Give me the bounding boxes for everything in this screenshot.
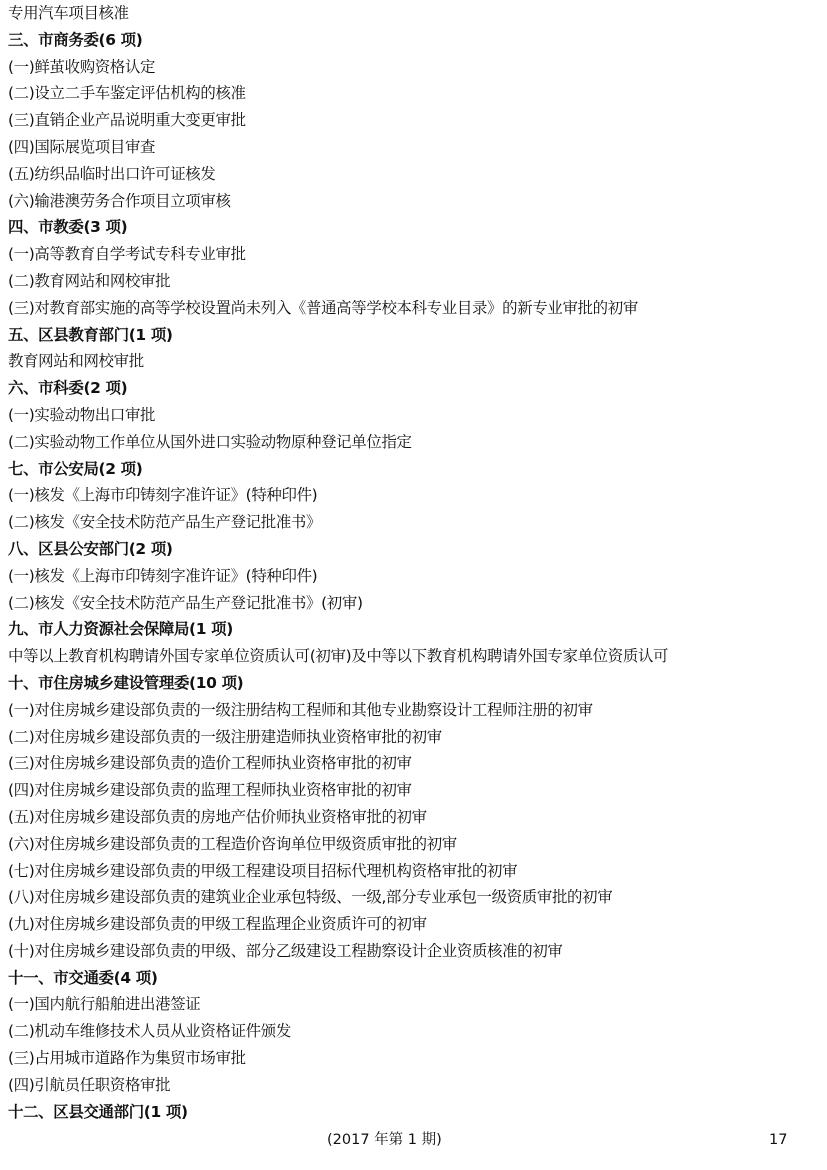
section-heading: 四、市教委(3 项) [8, 218, 128, 237]
list-item: (三)对教育部实施的高等学校设置尚未列入《普通高等学校本科专业目录》的新专业审批的初审 [8, 298, 638, 317]
issue-label: (2017 年第 1 期) [327, 1132, 442, 1148]
section-heading: 十、市住房城乡建设管理委(10 项) [8, 673, 244, 692]
list-item: (五)对住房城乡建设部负责的房地产估价师执业资格审批的初审 [8, 807, 427, 826]
list-item: (八)对住房城乡建设部负责的建筑业企业承包特级、一级,部分专业承包一级资质审批的初审 [8, 888, 613, 907]
list-item: (二)核发《安全技术防范产品生产登记批准书》 [8, 513, 322, 532]
list-item: 专用汽车项目核准 [8, 4, 129, 22]
list-item: (一)国内航行船舶进出港签证 [8, 995, 201, 1014]
list-item: (三)直销企业产品说明重大变更审批 [8, 111, 246, 130]
section-heading: 七、市公安局(2 项) [8, 459, 143, 478]
list-item: (二)核发《安全技术防范产品生产登记批准书》(初审) [8, 593, 363, 612]
list-item: (六)输港澳劳务合作项目立项审核 [8, 191, 231, 210]
document-body [8, 0, 823, 1125]
list-item: (四)引航员任职资格审批 [8, 1075, 171, 1094]
list-item: (三)对住房城乡建设部负责的造价工程师执业资格审批的初审 [8, 754, 412, 773]
section-heading: 五、区县教育部门(1 项) [8, 325, 173, 344]
list-item: (一)鲜茧收购资格认定 [8, 57, 156, 76]
section-heading: 十一、市交通委(4 项) [8, 968, 158, 987]
list-item: (二)对住房城乡建设部负责的一级注册建造师执业资格审批的初审 [8, 727, 442, 746]
list-item: (六)对住房城乡建设部负责的工程造价咨询单位甲级资质审批的初审 [8, 834, 457, 853]
list-item: (一)核发《上海市印铸刻字准许证》(特种印件) [8, 486, 318, 505]
list-item: (二)实验动物工作单位从国外进口实验动物原种登记单位指定 [8, 432, 412, 451]
section-heading: 九、市人力资源社会保障局(1 项) [8, 620, 233, 639]
list-item: (一)核发《上海市印铸刻字准许证》(特种印件) [8, 566, 318, 585]
list-item: (一)对住房城乡建设部负责的一级注册结构工程师和其他专业勘察设计工程师注册的初审 [8, 700, 593, 719]
section-heading: 三、市商务委(6 项) [8, 30, 143, 49]
list-item: 中等以上教育机构聘请外国专家单位资质认可(初审)及中等以下教育机构聘请外国专家单位资质认可 [8, 647, 669, 666]
list-item: (十)对住房城乡建设部负责的甲级、部分乙级建设工程勘察设计企业资质核准的初审 [8, 941, 563, 960]
section-heading: 八、区县公安部门(2 项) [8, 539, 173, 558]
list-item: (二)设立二手车鉴定评估机构的核准 [8, 84, 246, 103]
page-footer [0, 1127, 827, 1153]
list-item: (三)占用城市道路作为集贸市场审批 [8, 1049, 246, 1068]
list-item: (七)对住房城乡建设部负责的甲级工程建设项目招标代理机构资格审批的初审 [8, 861, 518, 880]
list-item: (一)实验动物出口审批 [8, 405, 156, 424]
list-item: (二)教育网站和网校审批 [8, 271, 171, 290]
list-item: 教育网站和网校审批 [8, 352, 144, 371]
list-item: (一)高等教育自学考试专科专业审批 [8, 245, 246, 264]
list-item: (九)对住房城乡建设部负责的甲级工程监理企业资质许可的初审 [8, 915, 427, 934]
list-item: (五)纺织品临时出口许可证核发 [8, 164, 216, 183]
section-heading: 十二、区县交通部门(1 项) [8, 1102, 188, 1121]
list-item: (二)机动车维修技术人员从业资格证件颁发 [8, 1022, 291, 1041]
section-heading: 六、市科委(2 项) [8, 379, 128, 398]
list-item: (四)对住房城乡建设部负责的监理工程师执业资格审批的初审 [8, 781, 412, 800]
page-number: 17 [769, 1132, 788, 1148]
list-item: (四)国际展览项目审查 [8, 137, 156, 156]
